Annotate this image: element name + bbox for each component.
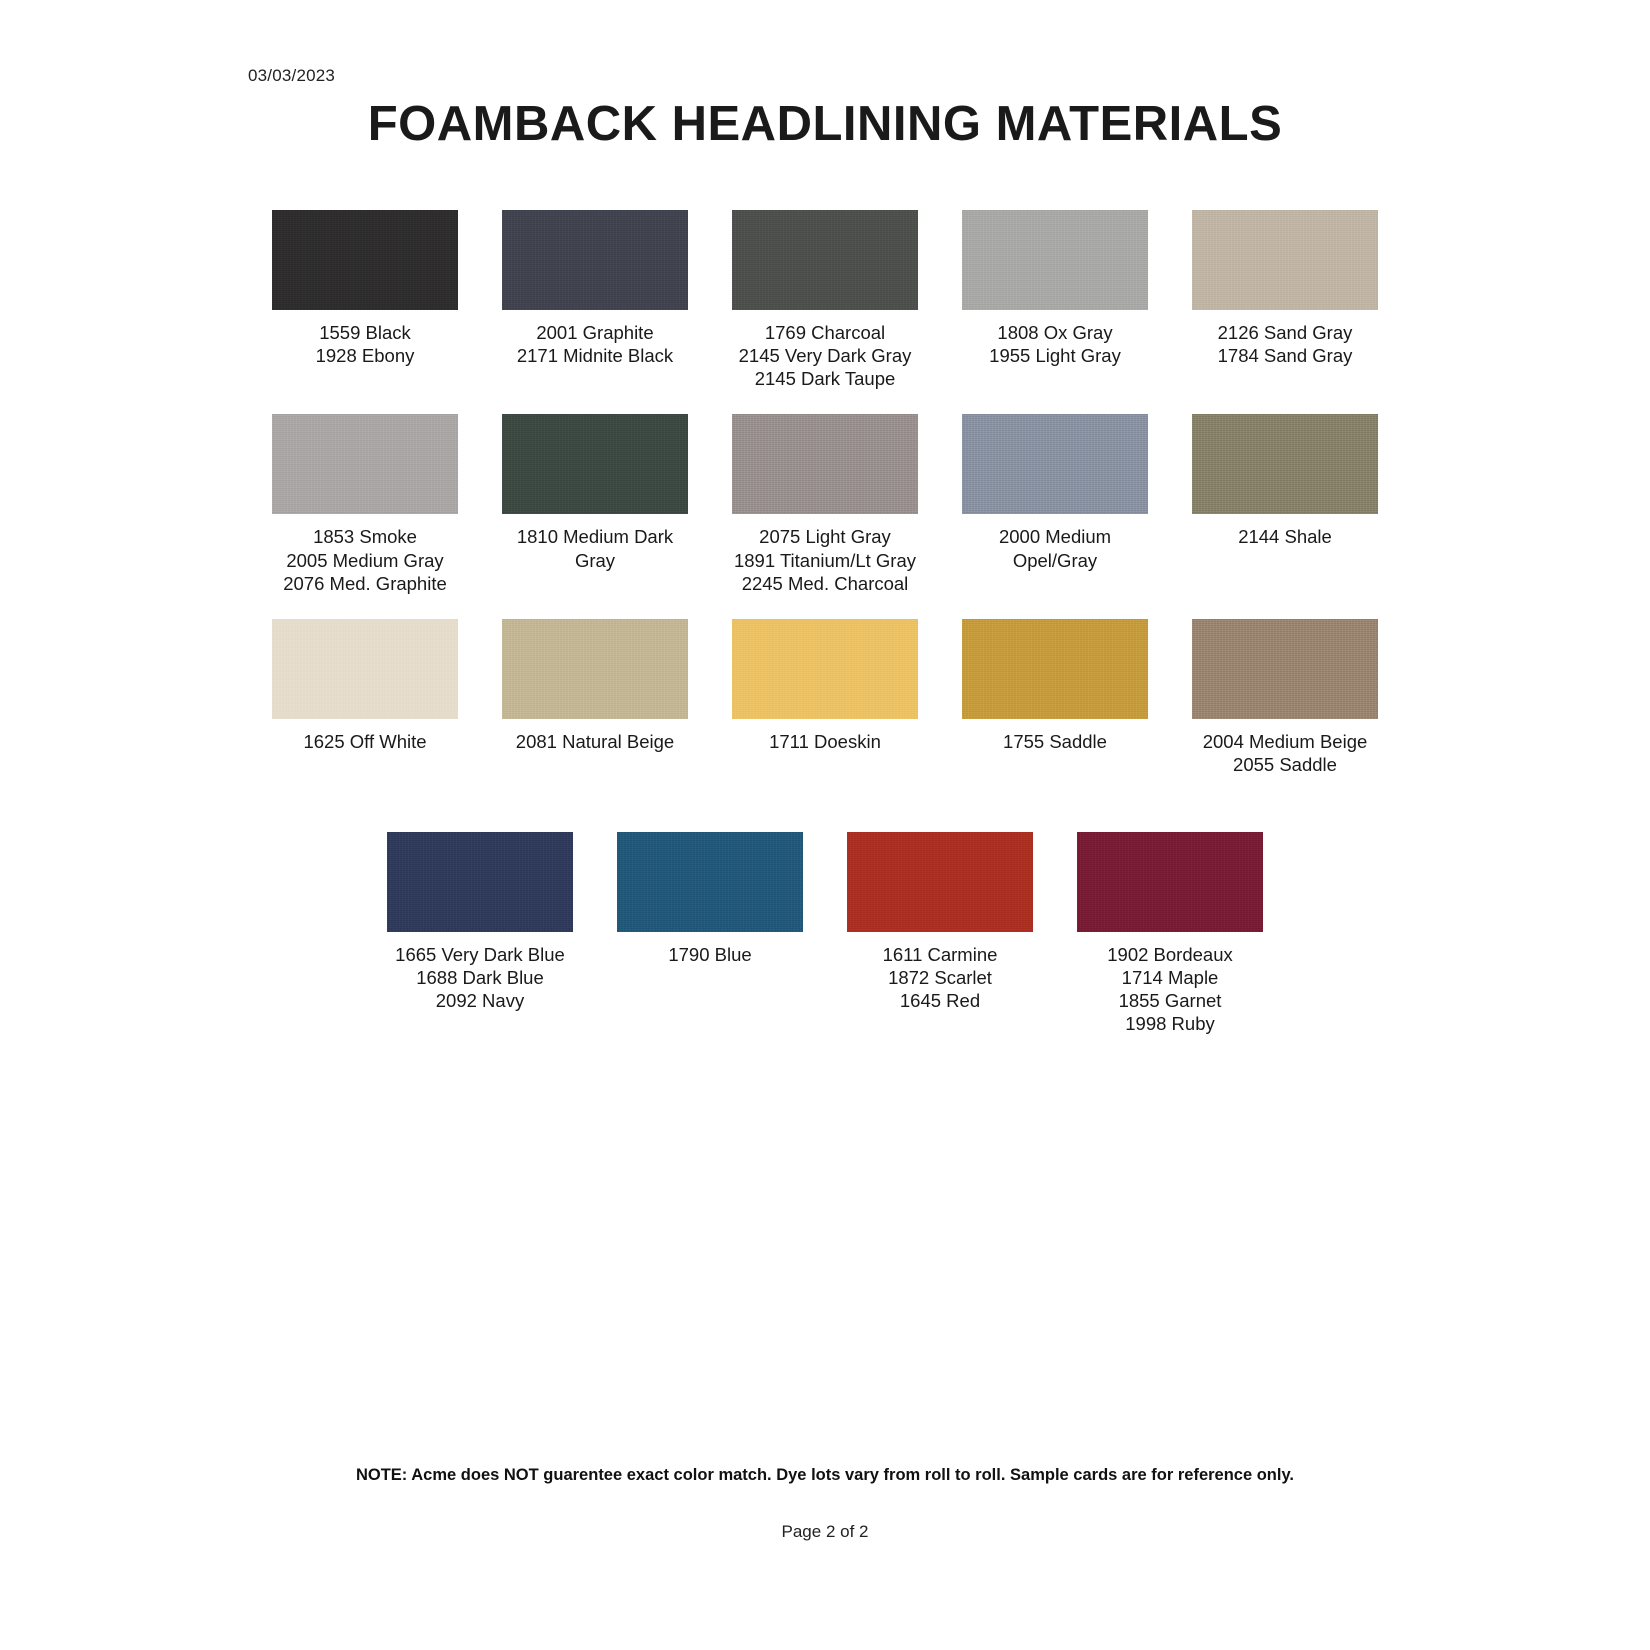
swatch-row — [250, 832, 1400, 1036]
swatch-label: 1784 Sand Gray — [1217, 345, 1353, 367]
swatch-labels — [1238, 525, 1332, 548]
swatch-labels — [517, 525, 673, 571]
page-number: Page 2 of 2 — [781, 1522, 869, 1541]
swatch-cell — [1170, 619, 1400, 776]
swatch-cell — [710, 619, 940, 776]
color-swatch — [732, 210, 918, 310]
fabric-texture-overlay — [387, 832, 573, 932]
document-date: 03/03/2023 — [248, 66, 336, 85]
swatch-label: 1711 Doeskin — [769, 730, 881, 752]
swatch-label: 1611 Carmine — [882, 944, 998, 965]
swatch-label: 1769 Charcoal — [764, 322, 886, 343]
swatch-row — [250, 210, 1400, 390]
swatch-cell — [940, 414, 1170, 594]
color-swatch — [847, 832, 1033, 932]
color-swatch — [962, 619, 1148, 719]
swatch-labels — [668, 943, 751, 966]
fabric-texture-overlay — [1192, 414, 1378, 514]
swatch-cell — [710, 210, 940, 390]
fabric-texture-overlay — [502, 414, 688, 514]
swatch-labels — [303, 730, 426, 753]
swatch-cell — [250, 619, 480, 776]
swatch-cell — [595, 832, 825, 1036]
swatch-label: 1853 Smoke — [313, 526, 417, 548]
swatch-cell — [480, 619, 710, 776]
fabric-texture-overlay — [502, 210, 688, 310]
fabric-texture-overlay — [502, 619, 688, 719]
color-swatch — [272, 619, 458, 719]
swatch-row — [250, 619, 1400, 776]
swatch-labels — [395, 943, 565, 1012]
fabric-texture-overlay — [732, 414, 918, 514]
swatch-label: 1998 Ruby — [1125, 1013, 1215, 1035]
color-swatch — [962, 210, 1148, 310]
color-swatch — [502, 619, 688, 719]
color-swatch — [1192, 619, 1378, 719]
swatch-labels — [517, 321, 673, 367]
fabric-texture-overlay — [1192, 210, 1378, 310]
swatch-labels — [316, 321, 415, 367]
swatch-label: 2092 Navy — [435, 990, 525, 1012]
color-swatch — [1077, 832, 1263, 932]
swatch-label: Opel/Gray — [1012, 549, 1098, 571]
swatch-label: 1625 Off White — [303, 730, 427, 752]
swatch-row — [250, 414, 1400, 594]
swatch-labels — [739, 321, 912, 390]
swatch-label: 2005 Medium Gray — [286, 549, 444, 571]
swatch-cell — [250, 414, 480, 594]
swatch-cell — [480, 414, 710, 594]
swatch-labels — [1003, 730, 1107, 753]
swatch-labels — [1203, 730, 1368, 776]
swatch-cell — [365, 832, 595, 1036]
swatch-label: 1688 Dark Blue — [416, 967, 544, 989]
color-swatch — [502, 414, 688, 514]
swatch-label: 2001 Graphite — [536, 322, 654, 343]
swatch-label: 2055 Saddle — [1233, 753, 1337, 775]
color-swatch — [272, 210, 458, 310]
color-swatch — [1192, 210, 1378, 310]
fabric-texture-overlay — [617, 832, 803, 932]
color-swatch — [732, 414, 918, 514]
swatch-label: 2245 Med. Charcoal — [741, 572, 909, 594]
swatch-label: 2171 Midnite Black — [516, 345, 674, 367]
swatch-cell — [480, 210, 710, 390]
swatch-label: 2144 Shale — [1238, 526, 1332, 548]
swatch-label: 1902 Bordeaux — [1107, 944, 1233, 965]
fabric-texture-overlay — [1192, 619, 1378, 719]
fabric-texture-overlay — [962, 619, 1148, 719]
swatch-labels — [1218, 321, 1353, 367]
swatch-label: 2126 Sand Gray — [1217, 322, 1353, 343]
fabric-texture-overlay — [1077, 832, 1263, 932]
fabric-texture-overlay — [962, 414, 1148, 514]
swatch-labels — [989, 321, 1121, 367]
swatch-labels — [283, 525, 447, 594]
page-title: FOAMBACK HEADLINING MATERIALS — [367, 97, 1283, 151]
swatch-cell — [710, 414, 940, 594]
fabric-texture-overlay — [272, 619, 458, 719]
color-swatch — [1192, 414, 1378, 514]
fabric-texture-overlay — [272, 210, 458, 310]
swatch-cell — [940, 619, 1170, 776]
swatch-labels — [734, 525, 916, 594]
color-swatch — [617, 832, 803, 932]
swatch-label: 1955 Light Gray — [989, 345, 1121, 367]
swatch-labels — [1107, 943, 1233, 1036]
swatch-labels — [883, 943, 998, 1012]
swatch-cell — [1170, 414, 1400, 594]
color-swatch — [502, 210, 688, 310]
fabric-texture-overlay — [272, 414, 458, 514]
swatch-label: 1645 Red — [899, 990, 981, 1012]
swatch-label: 1928 Ebony — [315, 345, 415, 367]
swatch-grid — [250, 210, 1400, 1060]
swatch-label: 1790 Blue — [668, 944, 752, 965]
swatch-label: Gray — [574, 549, 616, 571]
swatch-cell — [1055, 832, 1285, 1036]
swatch-label: 1714 Maple — [1121, 967, 1219, 989]
swatch-cell — [250, 210, 480, 390]
swatch-labels — [516, 730, 674, 753]
swatch-label: 1891 Titanium/Lt Gray — [733, 549, 916, 571]
color-swatch — [387, 832, 573, 932]
swatch-label: 2145 Very Dark Gray — [738, 345, 912, 367]
fabric-texture-overlay — [962, 210, 1148, 310]
swatch-label: 1755 Saddle — [1003, 730, 1107, 752]
color-swatch — [962, 414, 1148, 514]
fabric-texture-overlay — [732, 210, 918, 310]
fabric-texture-overlay — [847, 832, 1033, 932]
swatch-label: 2076 Med. Graphite — [283, 572, 447, 594]
swatch-cell — [1170, 210, 1400, 390]
swatch-label: 1808 Ox Gray — [997, 322, 1113, 343]
swatch-label: 1810 Medium Dark — [516, 526, 674, 548]
disclaimer-note: NOTE: Acme does NOT guarentee exact color match. Dye lots vary from roll to roll. Sample cards are for reference only. — [355, 1466, 1295, 1484]
fabric-texture-overlay — [732, 619, 918, 719]
swatch-label: 1872 Scarlet — [888, 967, 992, 989]
swatch-label: 2075 Light Gray — [759, 526, 891, 548]
swatch-labels — [769, 730, 881, 753]
swatch-cell — [825, 832, 1055, 1036]
swatch-label: 1855 Garnet — [1118, 990, 1222, 1012]
swatch-label: 2145 Dark Taupe — [754, 368, 896, 390]
color-swatch — [732, 619, 918, 719]
color-swatch — [272, 414, 458, 514]
swatch-label: 2004 Medium Beige — [1202, 730, 1368, 752]
swatch-label: 2000 Medium — [998, 526, 1112, 548]
swatch-label: 1665 Very Dark Blue — [395, 944, 565, 965]
swatch-label: 2081 Natural Beige — [515, 730, 675, 752]
swatch-cell — [940, 210, 1170, 390]
swatch-labels — [999, 525, 1111, 571]
swatch-label: 1559 Black — [319, 322, 411, 343]
